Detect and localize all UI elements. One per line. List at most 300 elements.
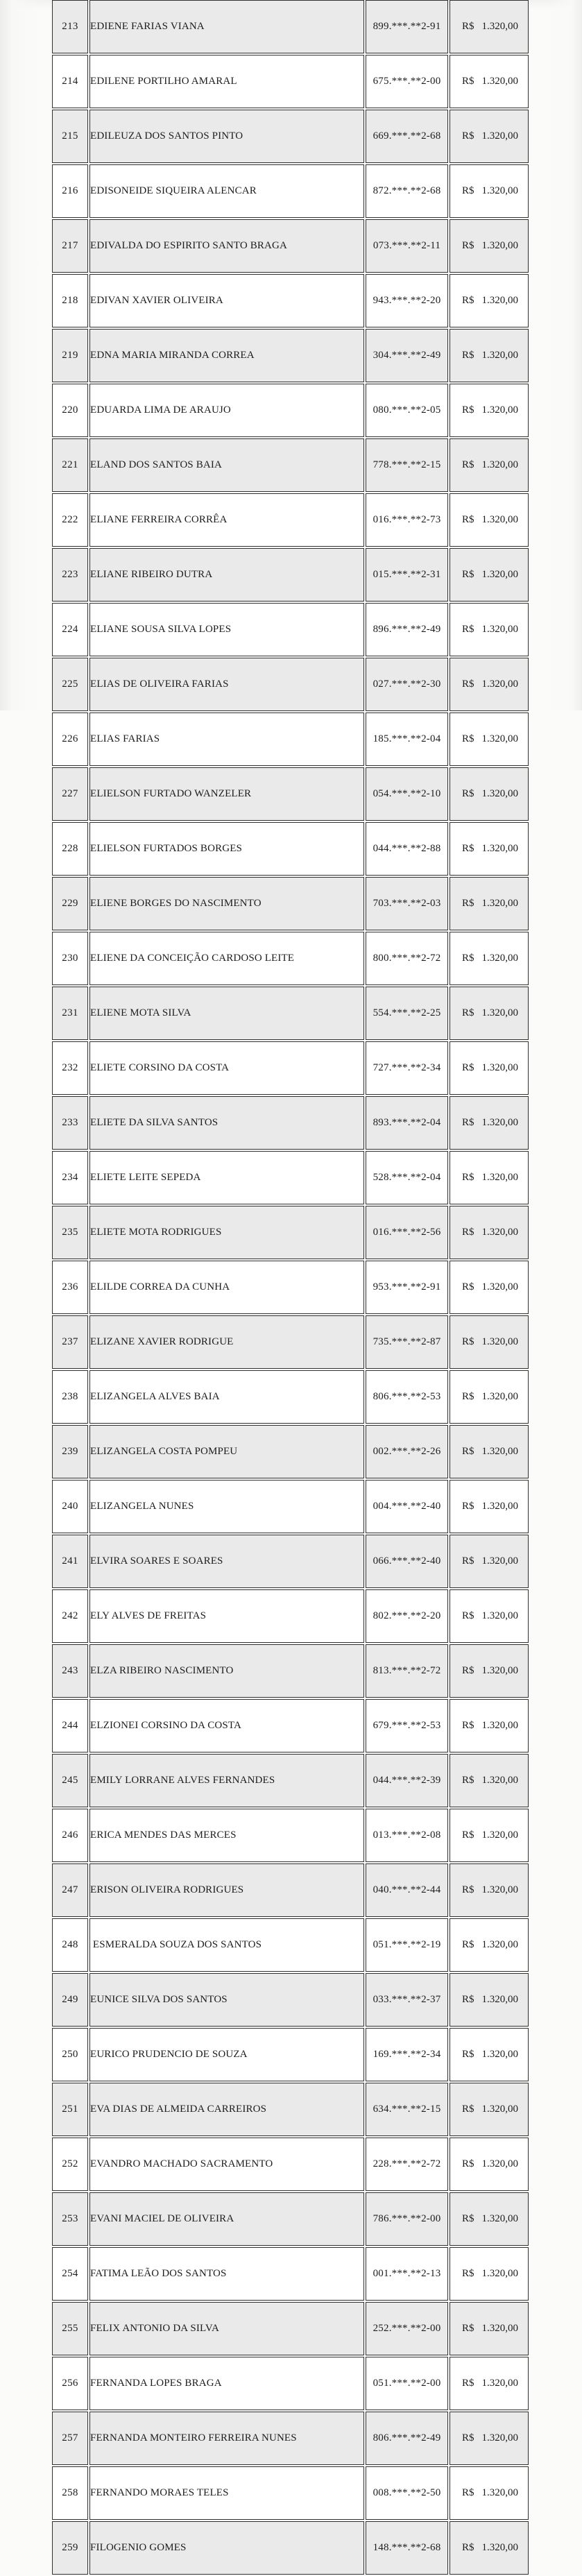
table-row	[52, 1699, 529, 1752]
table-row	[52, 1315, 529, 1369]
table-row	[52, 329, 529, 382]
beneficiary-name-cell: ELZIONEI CORSINO DA COSTA	[89, 1699, 364, 1752]
amount-value: 1.320,00	[481, 1446, 518, 1457]
table-row	[52, 1863, 529, 1917]
row-number-cell: 224	[52, 603, 88, 656]
row-number-cell: 257	[52, 2412, 88, 2465]
row-number-cell: 250	[52, 2028, 88, 2081]
value-cell	[450, 987, 529, 1040]
beneficiary-name-cell: EDILEUZA DOS SANTOS PINTO	[89, 110, 364, 163]
amount-value: 1.320,00	[481, 240, 518, 251]
value-wrapper	[450, 2543, 528, 2553]
row-number-cell: 220	[52, 384, 88, 437]
masked-cpf-cell: 703.***.**2-03	[366, 877, 448, 930]
table-row	[52, 1589, 529, 1643]
row-number-cell: 219	[52, 329, 88, 382]
row-number-cell: 230	[52, 932, 88, 985]
masked-cpf-cell: 679.***.**2-53	[366, 1699, 448, 1752]
value-cell	[450, 1699, 529, 1752]
amount-value: 1.320,00	[481, 2158, 518, 2169]
table-row	[52, 548, 529, 602]
value-wrapper	[450, 296, 528, 306]
value-wrapper	[450, 1447, 528, 1457]
row-number-cell: 258	[52, 2466, 88, 2520]
currency-label: R$	[462, 185, 474, 196]
table-row	[52, 219, 529, 273]
table-row	[52, 822, 529, 876]
beneficiary-name-cell: FERNANDA MONTEIRO FERREIRA NUNES	[89, 2412, 364, 2465]
table-row	[52, 877, 529, 930]
table-row	[52, 2521, 529, 2575]
value-cell	[450, 438, 529, 492]
row-number-cell: 251	[52, 2083, 88, 2136]
value-cell	[450, 1754, 529, 1807]
amount-value: 1.320,00	[481, 459, 518, 470]
beneficiary-name-cell: EDIENE FARIAS VIANA	[89, 0, 364, 53]
row-number-cell: 231	[52, 987, 88, 1040]
beneficiary-name-cell: ELY ALVES DE FREITAS	[89, 1589, 364, 1643]
currency-label: R$	[462, 569, 474, 580]
row-number-cell: 214	[52, 55, 88, 108]
table-row	[52, 2083, 529, 2136]
currency-label: R$	[462, 2432, 474, 2443]
masked-cpf-cell: 001.***.**2-13	[366, 2247, 448, 2301]
beneficiary-name-cell: ELIZANGELA NUNES	[89, 1480, 364, 1533]
row-number-cell: 234	[52, 1151, 88, 1204]
value-wrapper	[450, 2214, 528, 2224]
value-wrapper	[450, 1337, 528, 1347]
masked-cpf-cell: 304.***.**2-49	[366, 329, 448, 382]
beneficiary-name-cell: ELIANE RIBEIRO DUTRA	[89, 548, 364, 602]
currency-label: R$	[462, 1172, 474, 1183]
value-cell	[450, 713, 529, 766]
table-row	[52, 274, 529, 327]
value-cell	[450, 1425, 529, 1478]
table-row	[52, 2466, 529, 2520]
currency-label: R$	[462, 733, 474, 744]
currency-label: R$	[462, 1281, 474, 1293]
currency-label: R$	[462, 1391, 474, 1402]
masked-cpf-cell: 080.***.**2-05	[366, 384, 448, 437]
table-row	[52, 1206, 529, 1259]
value-wrapper	[450, 460, 528, 470]
table-row	[52, 1918, 529, 1972]
beneficiary-name-cell: ELIENE BORGES DO NASCIMENTO	[89, 877, 364, 930]
beneficiary-name-cell: EDNA MARIA MIRANDA CORREA	[89, 329, 364, 382]
beneficiary-name-cell: ELIZANE XAVIER RODRIGUE	[89, 1315, 364, 1369]
amount-value: 1.320,00	[481, 2049, 518, 2060]
table-row	[52, 438, 529, 492]
row-number-cell: 213	[52, 0, 88, 53]
masked-cpf-cell: 634.***.**2-15	[366, 2083, 448, 2136]
masked-cpf-cell: 806.***.**2-53	[366, 1370, 448, 1424]
masked-cpf-cell: 675.***.**2-00	[366, 55, 448, 108]
masked-cpf-cell: 528.***.**2-04	[366, 1151, 448, 1204]
currency-label: R$	[462, 898, 474, 909]
value-cell	[450, 1918, 529, 1972]
masked-cpf-cell: 033.***.**2-37	[366, 1973, 448, 2027]
amount-value: 1.320,00	[481, 1829, 518, 1841]
beneficiary-name-cell: EVANDRO MACHADO SACRAMENTO	[89, 2138, 364, 2191]
currency-label: R$	[462, 404, 474, 416]
value-cell	[450, 1480, 529, 1533]
currency-label: R$	[462, 514, 474, 525]
currency-label: R$	[462, 2323, 474, 2334]
value-wrapper	[450, 2269, 528, 2279]
value-cell	[450, 274, 529, 327]
row-number-cell: 253	[52, 2192, 88, 2246]
table-row	[52, 1425, 529, 1478]
beneficiary-name-cell: ERICA MENDES DAS MERCES	[89, 1809, 364, 1862]
value-wrapper	[450, 515, 528, 525]
amount-value: 1.320,00	[481, 350, 518, 361]
amount-value: 1.320,00	[481, 1775, 518, 1786]
masked-cpf-cell: 051.***.**2-00	[366, 2357, 448, 2410]
beneficiary-name-cell: ESMERALDA SOUZA DOS SANTOS	[89, 1918, 364, 1972]
amount-value: 1.320,00	[481, 2487, 518, 2498]
table-row	[52, 55, 529, 108]
beneficiary-name-cell: ELIZANGELA ALVES BAIA	[89, 1370, 364, 1424]
beneficiary-name-cell: ELZA RIBEIRO NASCIMENTO	[89, 1644, 364, 1698]
amount-value: 1.320,00	[481, 843, 518, 854]
amount-value: 1.320,00	[481, 1720, 518, 1731]
table-row	[52, 2138, 529, 2191]
masked-cpf-cell: 185.***.**2-04	[366, 713, 448, 766]
masked-cpf-cell: 004.***.**2-40	[366, 1480, 448, 1533]
row-number-cell: 227	[52, 767, 88, 821]
value-cell	[450, 2138, 529, 2191]
value-wrapper	[450, 734, 528, 744]
row-number-cell: 255	[52, 2302, 88, 2355]
beneficiary-name-cell: ERISON OLIVEIRA RODRIGUES	[89, 1863, 364, 1917]
masked-cpf-cell: 806.***.**2-49	[366, 2412, 448, 2465]
value-wrapper	[450, 1830, 528, 1841]
beneficiary-name-cell: ELIANE SOUSA SILVA LOPES	[89, 603, 364, 656]
table-row	[52, 2247, 529, 2301]
amount-value: 1.320,00	[481, 1501, 518, 1512]
beneficiary-name-cell: ELIELSON FURTADO WANZELER	[89, 767, 364, 821]
value-cell	[450, 2192, 529, 2246]
currency-label: R$	[462, 843, 474, 854]
currency-label: R$	[462, 130, 474, 142]
currency-label: R$	[462, 1446, 474, 1457]
masked-cpf-cell: 893.***.**2-04	[366, 1096, 448, 1150]
value-cell	[450, 329, 529, 382]
currency-label: R$	[462, 788, 474, 799]
table-row	[52, 110, 529, 163]
row-number-cell: 235	[52, 1206, 88, 1259]
beneficiary-name-cell: ELIAS FARIAS	[89, 713, 364, 766]
value-wrapper	[450, 2488, 528, 2498]
currency-label: R$	[462, 1062, 474, 1073]
table-row	[52, 767, 529, 821]
beneficiary-name-cell: FELIX ANTONIO DA SILVA	[89, 2302, 364, 2355]
table-row	[52, 1370, 529, 1424]
value-cell	[450, 1589, 529, 1643]
amount-value: 1.320,00	[481, 1281, 518, 1293]
currency-label: R$	[462, 1336, 474, 1347]
amount-value: 1.320,00	[481, 898, 518, 909]
masked-cpf-cell: 778.***.**2-15	[366, 438, 448, 492]
row-number-cell: 242	[52, 1589, 88, 1643]
beneficiary-name-cell: EDIVALDA DO ESPIRITO SANTO BRAGA	[89, 219, 364, 273]
row-number-cell: 249	[52, 1973, 88, 2027]
table-row	[52, 164, 529, 218]
beneficiary-name-cell: ELILDE CORREA DA CUNHA	[89, 1261, 364, 1314]
beneficiary-name-cell: FERNANDA LOPES BRAGA	[89, 2357, 364, 2410]
masked-cpf-cell: 169.***.**2-34	[366, 2028, 448, 2081]
currency-label: R$	[462, 2378, 474, 2389]
amount-value: 1.320,00	[481, 1117, 518, 1128]
value-wrapper	[450, 22, 528, 32]
value-wrapper	[450, 624, 528, 635]
table-row	[52, 1041, 529, 1095]
value-cell	[450, 219, 529, 273]
row-number-cell: 259	[52, 2521, 88, 2575]
amount-value: 1.320,00	[481, 2268, 518, 2279]
value-cell	[450, 822, 529, 876]
value-wrapper	[450, 1227, 528, 1238]
amount-value: 1.320,00	[481, 1172, 518, 1183]
masked-cpf-cell: 027.***.**2-30	[366, 658, 448, 711]
value-cell	[450, 767, 529, 821]
beneficiary-name-cell: EVA DIAS DE ALMEIDA CARREIROS	[89, 2083, 364, 2136]
currency-label: R$	[462, 1665, 474, 1676]
value-wrapper	[450, 1721, 528, 1731]
amount-value: 1.320,00	[481, 1391, 518, 1402]
masked-cpf-cell: 943.***.**2-20	[366, 274, 448, 327]
beneficiary-name-cell: ELIENE MOTA SILVA	[89, 987, 364, 1040]
amount-value: 1.320,00	[481, 2213, 518, 2224]
beneficiary-name-cell: ELIZANGELA COSTA POMPEU	[89, 1425, 364, 1478]
value-cell	[450, 1973, 529, 2027]
beneficiary-name-cell: EVANI MACIEL DE OLIVEIRA	[89, 2192, 364, 2246]
currency-label: R$	[462, 1117, 474, 1128]
currency-label: R$	[462, 1555, 474, 1567]
masked-cpf-cell: 054.***.**2-10	[366, 767, 448, 821]
masked-cpf-cell: 016.***.**2-73	[366, 493, 448, 547]
masked-cpf-cell: 800.***.**2-72	[366, 932, 448, 985]
value-wrapper	[450, 1172, 528, 1183]
table-body	[52, 0, 529, 2575]
amount-value: 1.320,00	[481, 1610, 518, 1621]
beneficiary-name-cell: ELIELSON FURTADOS BORGES	[89, 822, 364, 876]
row-number-cell: 248	[52, 1918, 88, 1972]
table-row	[52, 1644, 529, 1698]
row-number-cell: 226	[52, 713, 88, 766]
value-cell	[450, 2521, 529, 2575]
amount-value: 1.320,00	[481, 2542, 518, 2553]
value-wrapper	[450, 679, 528, 690]
value-wrapper	[450, 1282, 528, 1293]
value-wrapper	[450, 131, 528, 142]
currency-label: R$	[462, 1829, 474, 1841]
masked-cpf-cell: 872.***.**2-68	[366, 164, 448, 218]
value-wrapper	[450, 2378, 528, 2389]
amount-value: 1.320,00	[481, 624, 518, 635]
value-cell	[450, 877, 529, 930]
table-row	[52, 1480, 529, 1533]
value-cell	[450, 1863, 529, 1917]
amount-value: 1.320,00	[481, 295, 518, 306]
amount-value: 1.320,00	[481, 1555, 518, 1567]
value-wrapper	[450, 2104, 528, 2115]
value-cell	[450, 384, 529, 437]
beneficiary-name-cell: ELIAS DE OLIVEIRA FARIAS	[89, 658, 364, 711]
beneficiary-name-cell: FATIMA LEÃO DOS SANTOS	[89, 2247, 364, 2301]
masked-cpf-cell: 735.***.**2-87	[366, 1315, 448, 1369]
amount-value: 1.320,00	[481, 21, 518, 32]
masked-cpf-cell: 044.***.**2-39	[366, 1754, 448, 1807]
amount-value: 1.320,00	[481, 514, 518, 525]
amount-value: 1.320,00	[481, 1939, 518, 1950]
row-number-cell: 243	[52, 1644, 88, 1698]
beneficiary-name-cell: ELAND DOS SANTOS BAIA	[89, 438, 364, 492]
masked-cpf-cell: 040.***.**2-44	[366, 1863, 448, 1917]
row-number-cell: 218	[52, 274, 88, 327]
row-number-cell: 237	[52, 1315, 88, 1369]
currency-label: R$	[462, 76, 474, 87]
row-number-cell: 236	[52, 1261, 88, 1314]
amount-value: 1.320,00	[481, 1994, 518, 2005]
row-number-cell: 246	[52, 1809, 88, 1862]
value-cell	[450, 2247, 529, 2301]
value-wrapper	[450, 2049, 528, 2060]
amount-value: 1.320,00	[481, 569, 518, 580]
beneficiary-name-cell: ELIETE MOTA RODRIGUES	[89, 1206, 364, 1259]
amount-value: 1.320,00	[481, 2432, 518, 2443]
currency-label: R$	[462, 1720, 474, 1731]
masked-cpf-cell: 786.***.**2-00	[366, 2192, 448, 2246]
row-number-cell: 232	[52, 1041, 88, 1095]
amount-value: 1.320,00	[481, 733, 518, 744]
value-wrapper	[450, 1008, 528, 1018]
value-cell	[450, 0, 529, 53]
table-row	[52, 1096, 529, 1150]
row-number-cell: 225	[52, 658, 88, 711]
table-row	[52, 2412, 529, 2465]
table-row	[52, 2028, 529, 2081]
table-row	[52, 1535, 529, 1588]
beneficiary-table	[51, 0, 530, 2576]
value-cell	[450, 1809, 529, 1862]
beneficiary-name-cell: EDIVAN XAVIER OLIVEIRA	[89, 274, 364, 327]
table-row	[52, 1809, 529, 1862]
row-number-cell: 221	[52, 438, 88, 492]
value-cell	[450, 2083, 529, 2136]
amount-value: 1.320,00	[481, 1227, 518, 1238]
value-cell	[450, 2302, 529, 2355]
amount-value: 1.320,00	[481, 1884, 518, 1895]
currency-label: R$	[462, 624, 474, 635]
value-wrapper	[450, 241, 528, 251]
value-wrapper	[450, 1063, 528, 1073]
table-row	[52, 987, 529, 1040]
table-row	[52, 713, 529, 766]
value-wrapper	[450, 898, 528, 909]
amount-value: 1.320,00	[481, 2378, 518, 2389]
currency-label: R$	[462, 350, 474, 361]
table-row	[52, 2192, 529, 2246]
amount-value: 1.320,00	[481, 185, 518, 196]
amount-value: 1.320,00	[481, 1665, 518, 1676]
row-number-cell: 233	[52, 1096, 88, 1150]
table-row	[52, 1151, 529, 1204]
masked-cpf-cell: 148.***.**2-68	[366, 2521, 448, 2575]
value-wrapper	[450, 2433, 528, 2443]
value-wrapper	[450, 76, 528, 87]
value-wrapper	[450, 186, 528, 196]
amount-value: 1.320,00	[481, 130, 518, 142]
currency-label: R$	[462, 21, 474, 32]
table-row	[52, 384, 529, 437]
currency-label: R$	[462, 1775, 474, 1786]
value-cell	[450, 1206, 529, 1259]
masked-cpf-cell: 802.***.**2-20	[366, 1589, 448, 1643]
amount-value: 1.320,00	[481, 1336, 518, 1347]
row-number-cell: 252	[52, 2138, 88, 2191]
value-cell	[450, 2466, 529, 2520]
row-number-cell: 238	[52, 1370, 88, 1424]
masked-cpf-cell: 015.***.**2-31	[366, 548, 448, 602]
table-row	[52, 932, 529, 985]
currency-label: R$	[462, 1227, 474, 1238]
value-cell	[450, 2412, 529, 2465]
table-row	[52, 1754, 529, 1807]
value-wrapper	[450, 1501, 528, 1512]
currency-label: R$	[462, 240, 474, 251]
row-number-cell: 239	[52, 1425, 88, 1478]
value-cell	[450, 55, 529, 108]
currency-label: R$	[462, 1884, 474, 1895]
value-cell	[450, 1041, 529, 1095]
value-cell	[450, 1315, 529, 1369]
currency-label: R$	[462, 679, 474, 690]
value-wrapper	[450, 789, 528, 799]
masked-cpf-cell: 813.***.**2-72	[366, 1644, 448, 1698]
value-wrapper	[450, 844, 528, 854]
value-cell	[450, 2028, 529, 2081]
currency-label: R$	[462, 1007, 474, 1018]
masked-cpf-cell: 554.***.**2-25	[366, 987, 448, 1040]
amount-value: 1.320,00	[481, 2104, 518, 2115]
table-row	[52, 0, 529, 53]
currency-label: R$	[462, 2158, 474, 2169]
value-cell	[450, 1261, 529, 1314]
beneficiary-name-cell: EUNICE SILVA DOS SANTOS	[89, 1973, 364, 2027]
table-row	[52, 658, 529, 711]
currency-label: R$	[462, 2268, 474, 2279]
value-wrapper	[450, 953, 528, 964]
beneficiary-name-cell: EDILENE PORTILHO AMARAL	[89, 55, 364, 108]
amount-value: 1.320,00	[481, 404, 518, 416]
masked-cpf-cell: 896.***.**2-49	[366, 603, 448, 656]
value-cell	[450, 1644, 529, 1698]
amount-value: 1.320,00	[481, 679, 518, 690]
amount-value: 1.320,00	[481, 1007, 518, 1018]
amount-value: 1.320,00	[481, 953, 518, 964]
beneficiary-name-cell: ELIENE DA CONCEIÇÃO CARDOSO LEITE	[89, 932, 364, 985]
masked-cpf-cell: 066.***.**2-40	[366, 1535, 448, 1588]
masked-cpf-cell: 013.***.**2-08	[366, 1809, 448, 1862]
currency-label: R$	[462, 1610, 474, 1621]
table-row	[52, 1261, 529, 1314]
currency-label: R$	[462, 2049, 474, 2060]
row-number-cell: 241	[52, 1535, 88, 1588]
beneficiary-name-cell: EMILY LORRANE ALVES FERNANDES	[89, 1754, 364, 1807]
beneficiary-name-cell: EURICO PRUDENCIO DE SOUZA	[89, 2028, 364, 2081]
value-cell	[450, 603, 529, 656]
